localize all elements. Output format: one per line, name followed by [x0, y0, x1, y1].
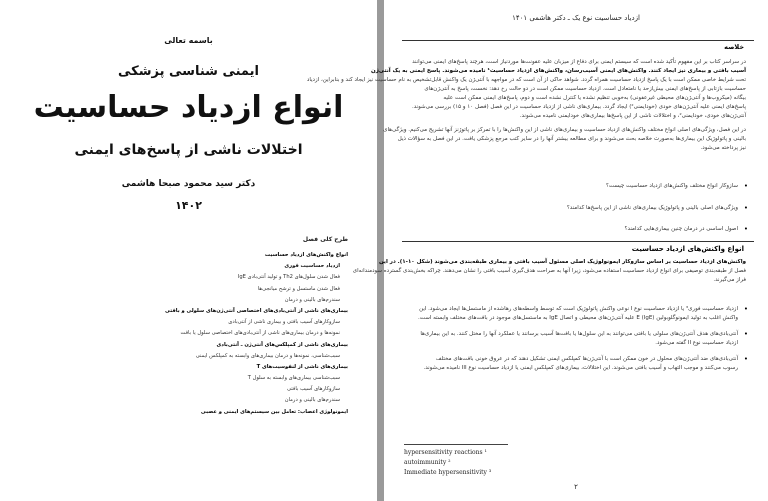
text-line: نیز پرداخته می‌شود. [700, 145, 746, 151]
question-text: اصول اساسی در درمان چنین بیماری‌هایی کدامند؟ [624, 226, 738, 233]
question-text: سازوکار انواع مختلف واکنش‌های ازدیاد حساسیت چیست؟ [606, 183, 738, 189]
text-line: بیگانه (میکروب‌ها و آنتی‌ژن‌های محیطی غیرعفونی) به‌خوبی تنظیم نشده یا کنترل نشده است و دوم، پاسخ‌های ایمنی ممکن است علیه [443, 95, 746, 101]
outline-item: بیماری‌های ناشی از آنتی‌بادی‌های اختصاصی آنتی‌ژن‌های سلولی و بافتی [164, 307, 348, 314]
outline-item: سبب‌شناسی، نمونه‌ها و درمان بیماری‌های وابسته به کمپلکس ایمنی [195, 352, 340, 359]
question-item [424, 204, 748, 226]
types-heading: انواع واکنش‌های ازدیاد حساسیت [631, 245, 744, 253]
outline-item: سندرم‌های بالینی و درمان [284, 296, 340, 303]
text-line: آنتی‌ژن‌های خودی، خودایمنی²، و اختلالات ناشی از این پاسخ‌ها بیماری‌های خودایمنی نامیده می‌شوند. [519, 113, 746, 119]
text-line: ازدیاد حساسیت نوع II گفته می‌شود. [655, 340, 738, 346]
chapter-outline [58, 236, 348, 418]
text-line: در سراسر کتاب بر این مفهوم تأکید شده است که سیستم ایمنی برای دفاع از میزبان علیه عفونت‌ها موردنیاز است، هرچند پاسخ‌های ایمنی می‌توانند [412, 59, 746, 65]
outline-item: فعال شدن ماستسل و ترشح میانجی‌ها [257, 285, 340, 292]
outline-item: ایمونولوژی اعصاب: تعامل بین سیستم‌های ایمنی و عصبی [200, 408, 348, 415]
text-line: آنتی‌بادی‌های هدف آنتی‌ژن‌های سلولی یا بافتی می‌توانند به این سلول‌ها یا بافت‌ها آسیب برسانند یا عملکرد آنها را مختل کنند. به این بیماری‌ها [420, 331, 738, 337]
book-subtitle: اختلالات ناشی از پاسخ‌های ایمنی [74, 142, 303, 158]
text-line: تحت شرایط خاصی ممکن است با یک پاسخ ازدیاد حساسیت همراه گردد. شواهد حاکی از آن است که در مواجهه با آنتی‌ژن یک واکنش قابل‌تشخیص به نام حساسیت نیز ایجاد کند و بنابراین، ازدیاد [306, 77, 746, 83]
question-text: ویژگی‌های اصلی بالینی و پاتولوژیک بیماری‌های ناشی از این پاسخ‌ها کدامند؟ [566, 204, 738, 211]
outline-item: ازدیاد حساسیت فوری [284, 263, 340, 270]
text-line: آسیب بافتی و بیماری نیز ایجاد کنند. واکنش‌های ایمنی آسیب‌رسان، واکنش‌های ازدیاد حساسیت¹ نامیده می‌شوند. پاسخ ایمنی به یک آنتی‌ژن [371, 68, 746, 74]
publication-year: ۱۴۰۲ [175, 199, 202, 212]
running-header: ازدیاد حساسیت نوع یک ـ دکتر هاشمی ۱۴۰۱ [512, 14, 640, 22]
outline-item: انواع واکنش‌های ازدیاد حساسیت [264, 252, 348, 258]
text-line: واکنش اغلب به تولید ایمونوگلوبولین E (IgE) علیه آنتی‌ژن‌های محیطی و اتصال IgE به ماستسل‌های موجود در بافت‌های مختلف وابسته است. [418, 315, 738, 321]
footnote-rule [404, 444, 508, 445]
bullet-icon: • [743, 305, 748, 313]
footnote: autoimmunity ² [404, 459, 451, 466]
outline-heading: طرح کلی فصل [302, 236, 348, 243]
footnotes [404, 448, 491, 478]
text-line: در این فصل، ویژگی‌های اصلی انواع مختلف واکنش‌های ازدیاد حساسیت و بیماری‌های ناشی از این واکنش‌ها را با تمرکز بر پاتوژنز آنها تشریح می‌کنیم. ویژگی‌های [383, 127, 746, 133]
page-number: ۲ [574, 483, 578, 491]
outline-item: سبب‌شناسی بیماری‌های وابسته به سلول T [247, 375, 340, 382]
text-line: رسوب می‌کنند و موجب التهاب و آسیب بافتی می‌شوند. این اختلالات، بیماری‌های کمپلکس ایمنی یا ازدیاد حساسیت نوع III نامیده می‌شوند. [423, 365, 738, 371]
outline-item: فعال شدن سلول‌های Th2 و تولید آنتی‌بادی IgE [237, 274, 340, 281]
section-rule [402, 241, 754, 242]
list-item [408, 305, 748, 323]
summary-heading: خلاصه [724, 43, 744, 51]
bullet-icon: • [743, 182, 748, 190]
bullet-icon: • [743, 225, 748, 234]
question-list [424, 182, 748, 247]
book-title: انواع ازدیاد حساسیت [33, 90, 344, 125]
text-line: پاسخ‌های ایمنی علیه آنتی‌ژن‌های خودی (خودایمنی²) ایجاد گردد. بیماری‌های ناشی از ازدیاد حساسیت در این فصل (فصل ۱۰ و ۱۵) بررسی می‌شوند. [412, 104, 746, 110]
question-item [424, 182, 748, 204]
hypersensitivity-type-list [408, 305, 748, 380]
bullet-icon: • [743, 203, 748, 212]
list-item [408, 355, 748, 373]
text-line: آنتی‌بادی‌های ضد آنتی‌ژن‌های محلول در خون ممکن است با آنتی‌ژن‌ها کمپلکس ایمنی تشکیل دهند که در عروق خونی بافت‌های مختلف [435, 356, 738, 362]
footnote: hypersensitivity reactions ¹ [404, 449, 487, 456]
text-line: ازدیاد حساسیت فوری³ یا ازدیاد حساسیت نوع I نوعی واکنش پاتولوژیک است که توسط واسطه‌های رهاشده از ماستسل‌ها ایجاد می‌شود. این [419, 306, 738, 312]
outline-item: سازوکارهای آسیب بافتی و بیماری ناشی از آنتی‌بادی [228, 319, 340, 326]
bullet-icon: • [743, 355, 748, 363]
text-line: واکنش‌های ازدیاد حساسیت بر اساس سازوکار ایمونولوژیک اصلی مسئول آسیب بافتی و بیماری طبقه‌بندی می‌شوند (شکل ۱۰-۱). در این [378, 259, 746, 265]
author-name: دکتر سید محمود صبحا هاشمی [121, 179, 256, 189]
outline-item: بیماری‌های ناشی از لنفوسیت‌های T [256, 363, 348, 370]
question-item [424, 225, 748, 247]
basmala: باسمه تعالی [164, 36, 213, 45]
text-line: حساسیت بازتابی از پاسخ‌های ایمنی بیش‌ازحد یا نامتعادل است. ازدیاد حساسیت ممکن است در دو حالت رخ دهد: نخست، پاسخ به آنتی‌ژن‌های [424, 86, 746, 92]
header-rule [402, 40, 754, 41]
outline-item: سازوکارهای آسیب بافتی [286, 386, 340, 393]
text-line: بالینی و پاتولوژیک این بیماری‌ها به‌صورت خلاصه بحث می‌شوند و برای مطالعه بیشتر آنها را در سایر کتب مرجع پزشکی یافت. در این فصل به سؤالات ذیل [397, 136, 746, 142]
types-paragraph [352, 258, 746, 285]
series-title: ایمنی شناسی پزشکی [118, 64, 259, 79]
outline-item: نمونه‌ها و درمان بیماری‌های ناشی از آنتی‌بادی‌های اختصاصی سلول یا بافت [180, 330, 340, 337]
text-line: فراز می‌گیرند. [713, 277, 746, 283]
bullet-icon: • [743, 330, 748, 338]
text-line: فصل از طبقه‌بندی توصیفی برای انواع ازدیاد حساسیت استفاده می‌شود، زیرا آنها به صراحت هدف‌گیری آسیب بافتی را نشان می‌دهند. چراکه بخش‌بندی گسترده سودمندانه‌ای [352, 268, 746, 274]
summary-paragraph [306, 58, 746, 153]
list-item [408, 330, 748, 348]
footnote: Immediate hypersensitivity ³ [404, 469, 492, 476]
outline-item: سندرم‌های بالینی و درمان [284, 397, 340, 404]
outline-item: بیماری‌های ناشی از کمپلکس‌های آنتی‌ژن ـ آنتی‌بادی [216, 341, 348, 348]
